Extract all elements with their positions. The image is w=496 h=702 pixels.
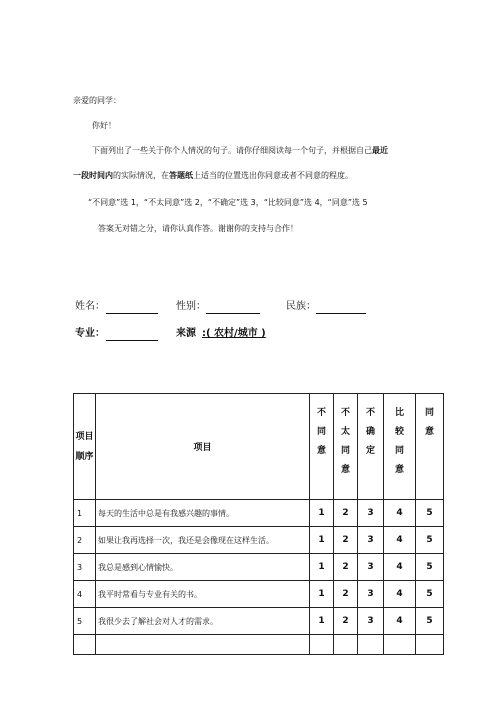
empty-cell <box>334 635 358 655</box>
score-option-4[interactable]: 4 <box>384 581 416 608</box>
header-char: 意 <box>316 446 326 456</box>
greeting: 亲爱的同学： <box>73 96 121 105</box>
hello-line: 你好！ <box>92 121 116 130</box>
survey-table <box>73 393 444 655</box>
header-char: 确 <box>365 427 375 437</box>
table-row <box>74 608 444 635</box>
header-char: 比 <box>394 408 404 418</box>
row-number: 2 <box>74 527 96 554</box>
major-field[interactable] <box>106 340 158 341</box>
header-option-agree <box>416 394 444 500</box>
empty-cell <box>310 635 334 655</box>
score-option-5[interactable]: 5 <box>416 608 444 635</box>
score-option-4[interactable]: 4 <box>384 608 416 635</box>
scale-explanation: “不同意”选 1，“不太同意”选 2，“不确定”选 3，“比较同意”选 4，“同意”选 5 <box>88 198 368 207</box>
score-option-4[interactable]: 4 <box>384 500 416 527</box>
empty-cell <box>96 635 310 655</box>
row-number: 1 <box>74 500 96 527</box>
score-option-2[interactable]: 2 <box>334 581 358 608</box>
header-char: 意 <box>424 427 434 437</box>
header-char: 同 <box>394 446 404 456</box>
score-option-2[interactable]: 2 <box>334 608 358 635</box>
score-option-5[interactable]: 5 <box>416 581 444 608</box>
header-char: 定 <box>365 446 375 456</box>
name-field[interactable] <box>106 313 158 314</box>
score-option-1[interactable]: 1 <box>310 500 334 527</box>
row-number: 4 <box>74 581 96 608</box>
table-row-empty <box>74 635 444 655</box>
instruction-line-2 <box>73 171 353 181</box>
row-item-text: 每天的生活中总是有我感兴趣的事情。 <box>96 500 310 527</box>
score-option-1[interactable]: 1 <box>310 554 334 581</box>
row-number: 3 <box>74 554 96 581</box>
score-option-2[interactable]: 2 <box>334 500 358 527</box>
score-option-1[interactable]: 1 <box>310 608 334 635</box>
score-option-4[interactable]: 4 <box>384 554 416 581</box>
score-option-2[interactable]: 2 <box>334 554 358 581</box>
header-order-line-2: 顺序 <box>75 451 94 462</box>
score-option-3[interactable]: 3 <box>358 608 384 635</box>
instruction-text-1a: 下面列出了一些关于你个人情况的句子。请你仔细阅读每一个句子，并根据自己 <box>92 146 372 155</box>
score-option-1[interactable]: 1 <box>310 581 334 608</box>
table-row <box>74 554 444 581</box>
header-char: 同 <box>424 408 434 418</box>
score-option-3[interactable]: 3 <box>358 527 384 554</box>
header-char: 不 <box>340 408 350 418</box>
score-option-3[interactable]: 3 <box>358 581 384 608</box>
row-item-text: 我很少去了解社会对人才的需求。 <box>96 608 310 635</box>
score-option-2[interactable]: 2 <box>334 527 358 554</box>
instruction-emphasis-period: 一段时间内 <box>73 171 113 180</box>
score-option-3[interactable]: 3 <box>358 554 384 581</box>
empty-cell <box>74 635 96 655</box>
empty-cell <box>358 635 384 655</box>
empty-cell <box>416 635 444 655</box>
header-option-disagree <box>310 394 334 500</box>
score-option-5[interactable]: 5 <box>416 527 444 554</box>
header-option-uncertain <box>358 394 384 500</box>
thanks-line: 答案无对错之分，请你认真作答。谢谢你的支持与合作！ <box>98 224 298 233</box>
table-row <box>74 500 444 527</box>
instruction-emphasis-recent: 最近 <box>372 146 388 155</box>
instruction-text-2b: 的实际情况，在 <box>113 171 169 180</box>
header-char: 同 <box>316 427 326 437</box>
table-row <box>74 581 444 608</box>
header-item-order <box>74 394 96 500</box>
header-char: 意 <box>340 465 350 475</box>
header-char: 不 <box>365 408 375 418</box>
header-char: 意 <box>394 465 404 475</box>
header-item: 项目 <box>96 394 310 500</box>
instruction-text-2d: 上适当的位置选出你同意或者不同意的程度。 <box>193 171 353 180</box>
header-option-somewhat-disagree <box>334 394 358 500</box>
row-item-text: 我平时常看与专业有关的书。 <box>96 581 310 608</box>
header-row <box>74 394 444 500</box>
empty-cell <box>384 635 416 655</box>
name-label: 姓名： <box>75 301 105 312</box>
header-char: 不 <box>316 408 326 418</box>
source-label: 来源 <box>176 328 196 339</box>
score-option-4[interactable]: 4 <box>384 527 416 554</box>
header-option-mostly-agree <box>384 394 416 500</box>
instruction-emphasis-sheet: 答题纸 <box>169 171 193 180</box>
table-row <box>74 527 444 554</box>
source-options[interactable]: :( 农村/城市 ) <box>202 328 266 339</box>
header-char: 同 <box>340 446 350 456</box>
header-char: 较 <box>394 427 404 437</box>
score-option-5[interactable]: 5 <box>416 500 444 527</box>
ethnicity-field[interactable] <box>316 313 366 314</box>
major-label: 专业： <box>75 328 105 339</box>
row-number: 5 <box>74 608 96 635</box>
score-option-5[interactable]: 5 <box>416 554 444 581</box>
ethnicity-label: 民族： <box>286 301 316 312</box>
gender-field[interactable] <box>206 313 260 314</box>
row-item-text: 如果让我再选择一次，我还是会像现在这样生活。 <box>96 527 310 554</box>
score-option-3[interactable]: 3 <box>358 500 384 527</box>
header-order-line-1: 项目 <box>75 431 94 442</box>
header-char: 太 <box>340 427 350 437</box>
score-option-1[interactable]: 1 <box>310 527 334 554</box>
instruction-line-1 <box>92 146 388 156</box>
row-item-text: 我总是感到心情愉快。 <box>96 554 310 581</box>
gender-label: 性别： <box>176 301 206 312</box>
